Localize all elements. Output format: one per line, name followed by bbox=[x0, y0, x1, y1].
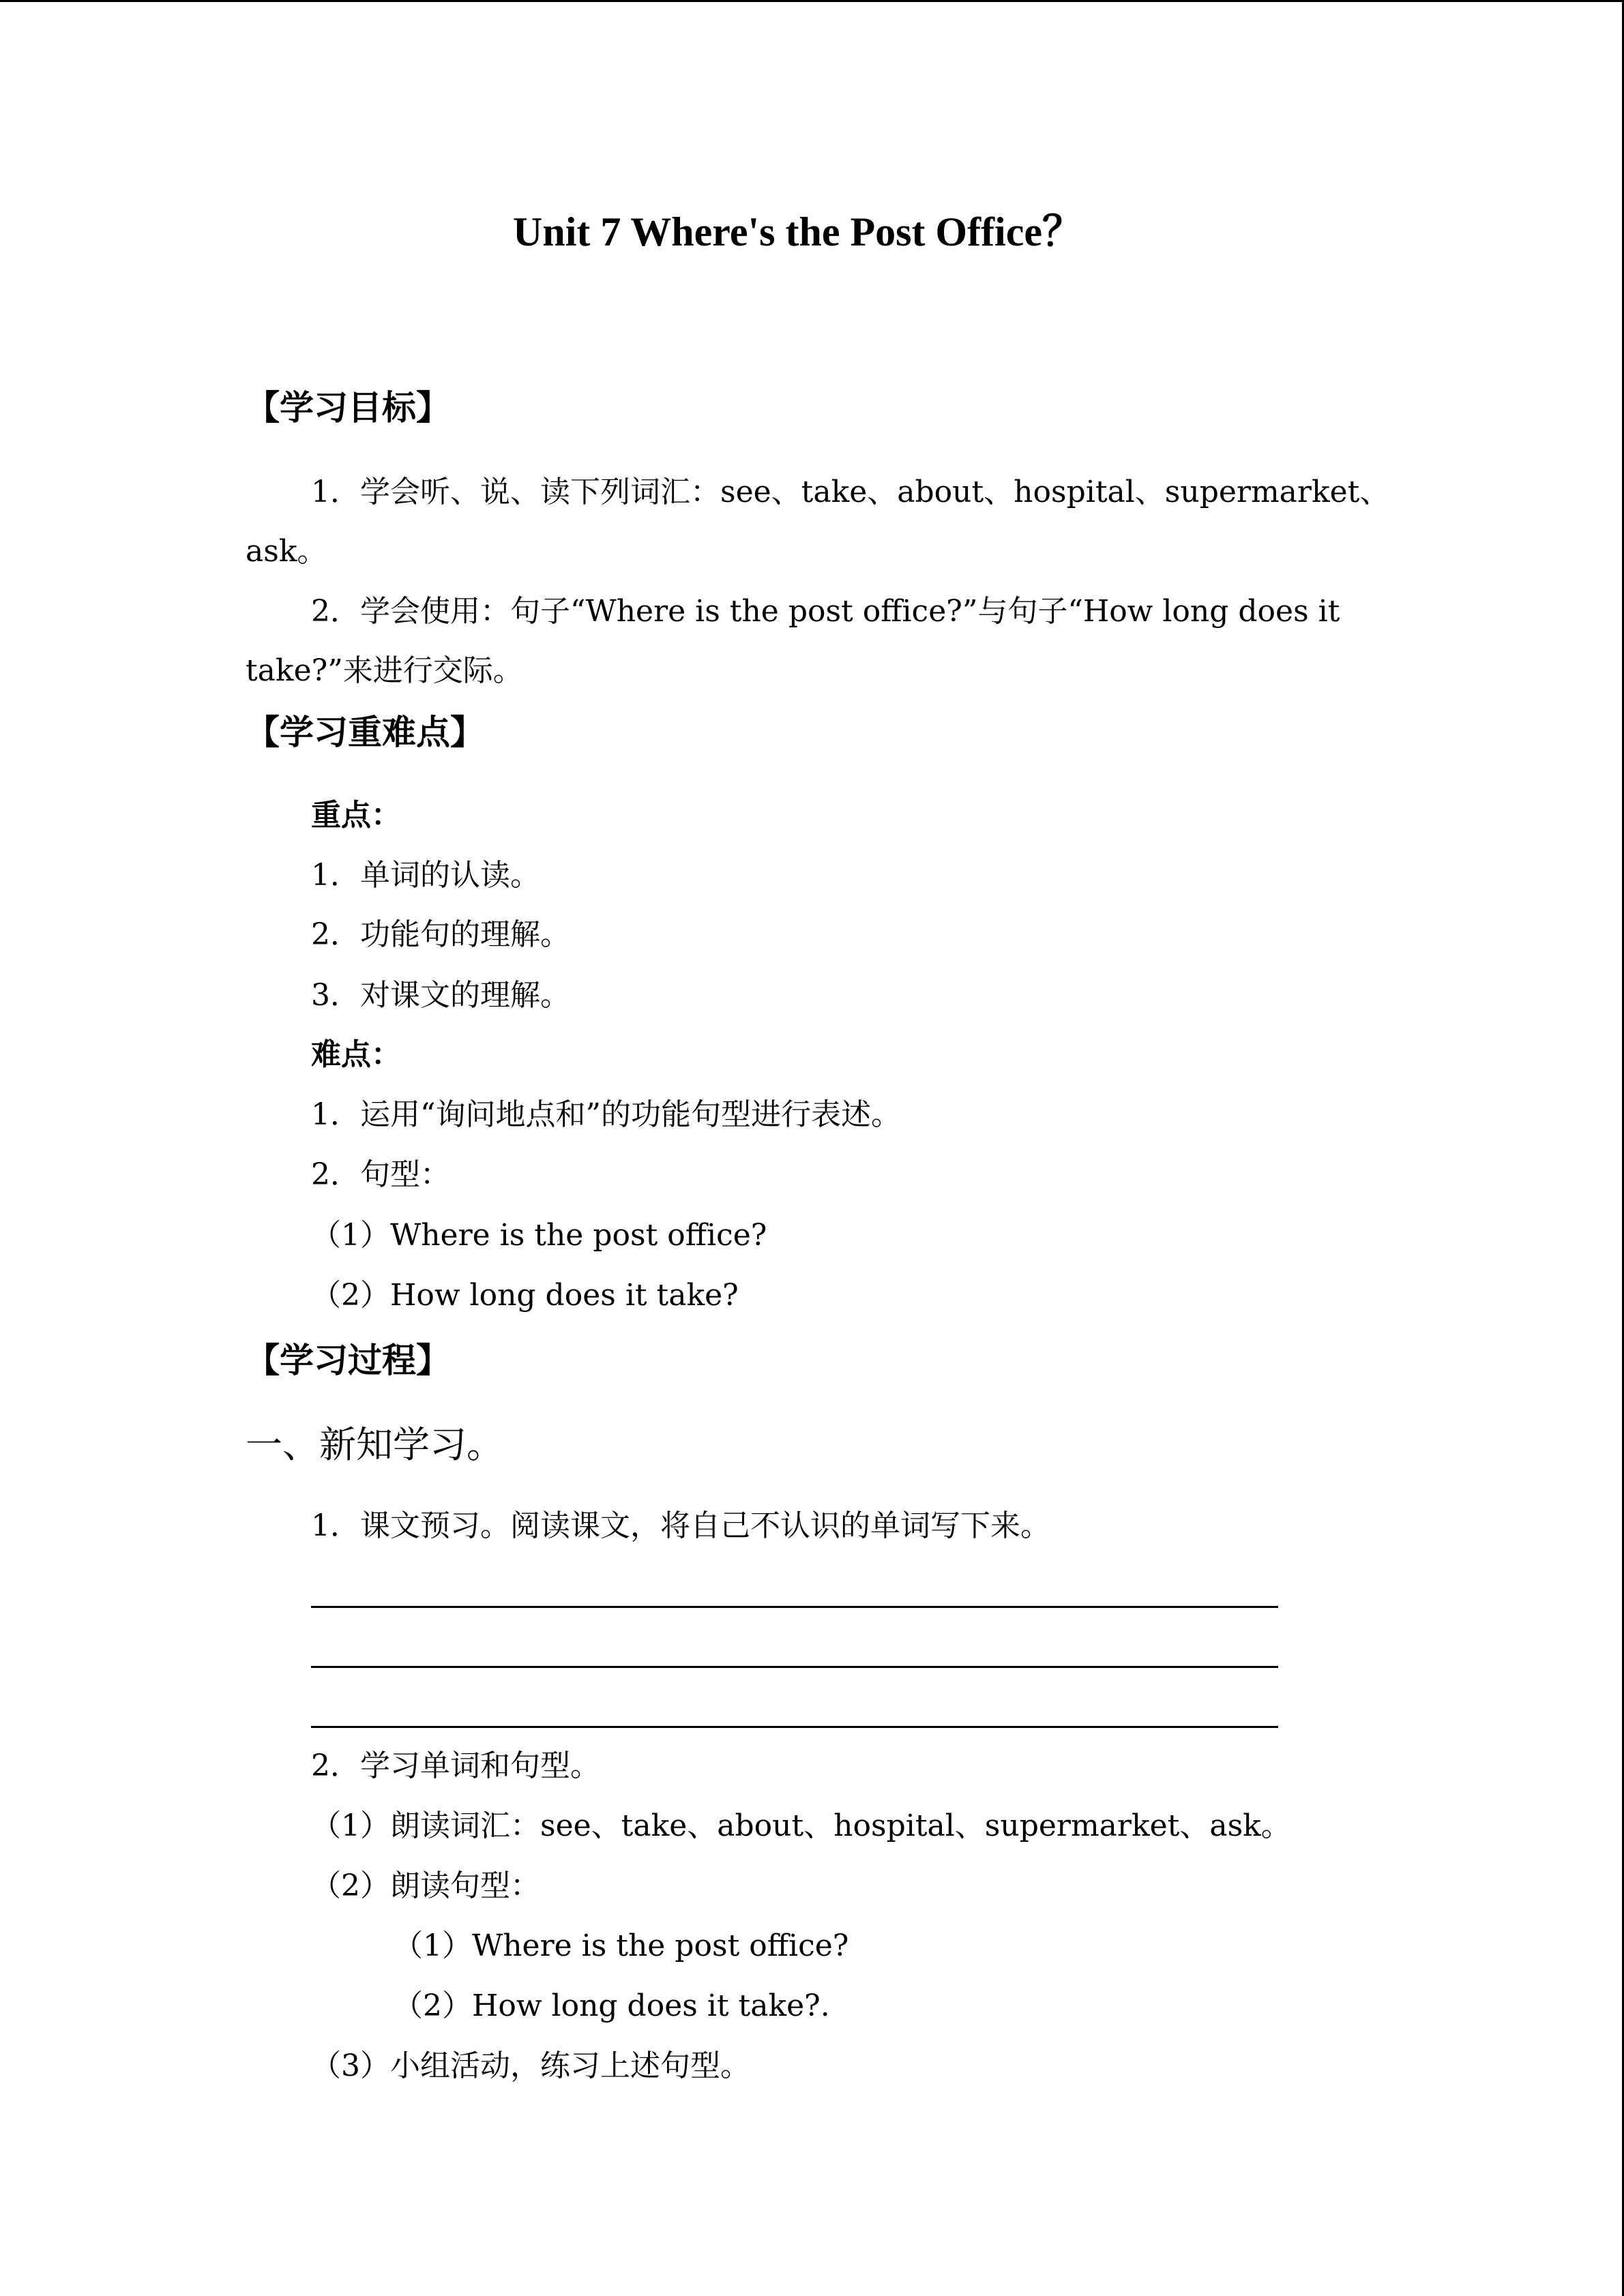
focus-item: 3．对课文的理解。 bbox=[311, 978, 570, 1013]
difficulty-item: 1．运用“询问地点和”的功能句型进行表述。 bbox=[311, 1097, 901, 1132]
answer-blank-line[interactable] bbox=[311, 1606, 1278, 1608]
heading-key-points: 【学习重难点】 bbox=[246, 713, 484, 752]
pattern-item: （1）Where is the post office? bbox=[311, 1218, 767, 1253]
section-new-knowledge: 一、新知学习。 bbox=[246, 1423, 503, 1466]
goal-item-2-line-1: 2．学会使用：句子“Where is the post office?”与句子“How long does it bbox=[311, 594, 1340, 629]
sub-step-group-activity: （3）小组活动，练习上述句型。 bbox=[311, 2048, 750, 2083]
sub-step-pattern-item: （2）How long does it take?. bbox=[393, 1988, 830, 2023]
focus-item: 2．功能句的理解。 bbox=[311, 917, 570, 952]
step-learn-words: 2．学习单词和句型。 bbox=[311, 1748, 600, 1783]
difficulty-label: 难点： bbox=[311, 1037, 401, 1072]
focus-item: 1．单词的认读。 bbox=[311, 858, 540, 893]
sub-step-read-patterns: （2）朗读句型： bbox=[311, 1868, 540, 1903]
sub-step-read-words: （1）朗读词汇：see、take、about、hospital、supermarket、ask。 bbox=[311, 1808, 1291, 1843]
pattern-item: （2）How long does it take? bbox=[311, 1278, 739, 1313]
heading-learning-goals: 【学习目标】 bbox=[246, 388, 450, 428]
page-frame-top bbox=[0, 0, 1624, 2]
sub-step-pattern-item: （1）Where is the post office? bbox=[393, 1928, 849, 1963]
heading-learning-process: 【学习过程】 bbox=[246, 1341, 450, 1380]
goal-item-2-line-2: take?”来进行交际。 bbox=[246, 653, 523, 688]
step-preview: 1．课文预习。阅读课文，将自己不认识的单词写下来。 bbox=[311, 1508, 1050, 1543]
goal-item-1-line-1: 1．学会听、说、读下列词汇：see、take、about、hospital、supermarket、 bbox=[311, 475, 1390, 509]
page-title: Unit 7 Where's the Post Office？ bbox=[513, 209, 1083, 254]
focus-label: 重点： bbox=[311, 798, 401, 833]
answer-blank-line[interactable] bbox=[311, 1726, 1278, 1728]
answer-blank-line[interactable] bbox=[311, 1666, 1278, 1668]
difficulty-item: 2．句型： bbox=[311, 1157, 450, 1192]
goal-item-1-line-2: ask。 bbox=[246, 534, 327, 569]
